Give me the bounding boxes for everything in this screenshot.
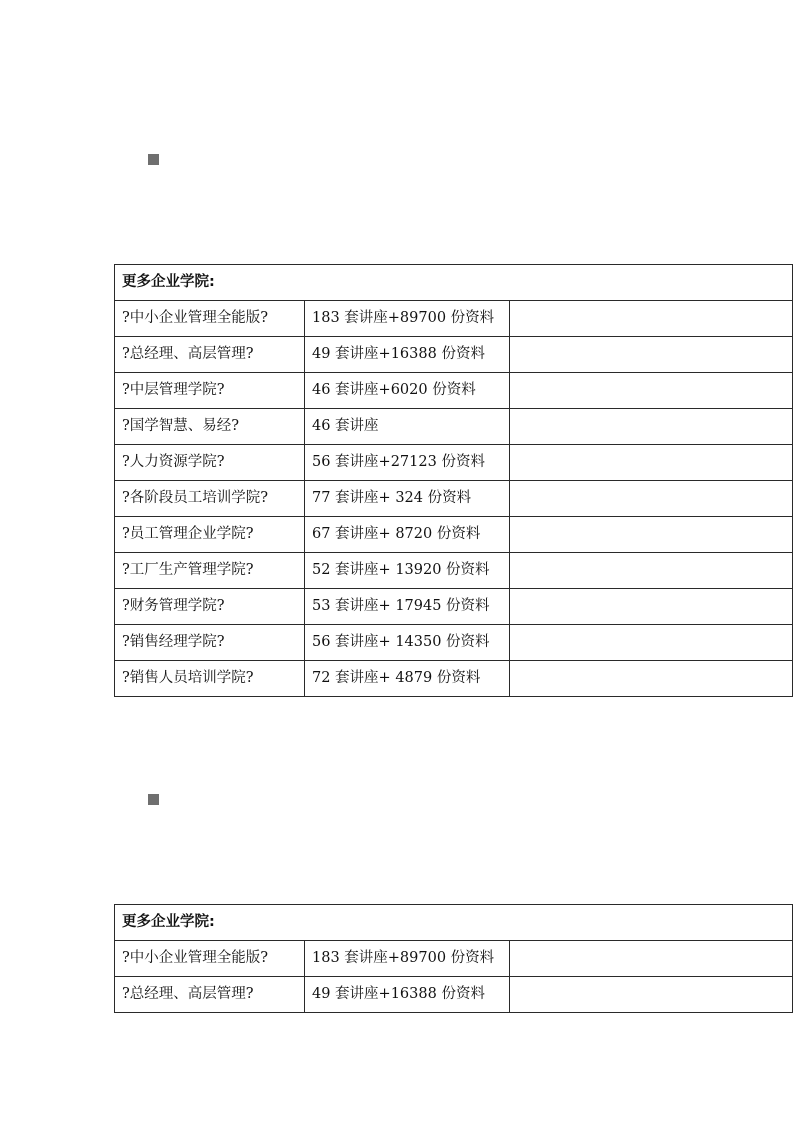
table-row (115, 373, 793, 409)
square-bullet-icon (148, 794, 159, 805)
academy-name-cell: ?工厂生产管理学院? (115, 553, 305, 589)
academy-detail-cell: 72 套讲座+ 4879 份资料 (305, 661, 510, 697)
academy-extra-cell (510, 589, 793, 625)
academy-detail-cell: 52 套讲座+ 13920 份资料 (305, 553, 510, 589)
academy-detail-cell: 49 套讲座+16388 份资料 (305, 337, 510, 373)
table-row (115, 337, 793, 373)
table-row (115, 589, 793, 625)
academy-name-cell: ?员工管理企业学院? (115, 517, 305, 553)
academy-table (114, 264, 793, 697)
academy-extra-cell (510, 661, 793, 697)
academy-name-cell: ?各阶段员工培训学院? (115, 481, 305, 517)
academy-name-cell: ?销售经理学院? (115, 625, 305, 661)
academy-name-cell: ?中层管理学院? (115, 373, 305, 409)
table-row (115, 977, 793, 1013)
academy-extra-cell (510, 409, 793, 445)
academy-extra-cell (510, 337, 793, 373)
table-header: 更多企业学院: (115, 265, 793, 301)
table-row (115, 409, 793, 445)
academy-extra-cell (510, 553, 793, 589)
academy-extra-cell (510, 301, 793, 337)
academy-name-cell: ?国学智慧、易经? (115, 409, 305, 445)
table-row (115, 517, 793, 553)
academy-name-cell: ?中小企业管理全能版? (115, 941, 305, 977)
table-row (115, 661, 793, 697)
academy-name-cell: ?总经理、高层管理? (115, 977, 305, 1013)
academy-name-cell: ?财务管理学院? (115, 589, 305, 625)
academy-extra-cell (510, 481, 793, 517)
academy-name-cell: ?中小企业管理全能版? (115, 301, 305, 337)
academy-extra-cell (510, 977, 793, 1013)
academy-detail-cell: 46 套讲座+6020 份资料 (305, 373, 510, 409)
academy-detail-cell: 49 套讲座+16388 份资料 (305, 977, 510, 1013)
table-row (115, 481, 793, 517)
academy-detail-cell: 77 套讲座+ 324 份资料 (305, 481, 510, 517)
table-row (115, 553, 793, 589)
table-row (115, 445, 793, 481)
academy-extra-cell (510, 373, 793, 409)
academy-extra-cell (510, 625, 793, 661)
table-header-row (115, 265, 793, 301)
table-row (115, 941, 793, 977)
academy-name-cell: ?总经理、高层管理? (115, 337, 305, 373)
academy-detail-cell: 183 套讲座+89700 份资料 (305, 301, 510, 337)
academy-detail-cell: 56 套讲座+27123 份资料 (305, 445, 510, 481)
table-header: 更多企业学院: (115, 905, 793, 941)
table-row (115, 301, 793, 337)
academy-extra-cell (510, 941, 793, 977)
academy-name-cell: ?销售人员培训学院? (115, 661, 305, 697)
academy-detail-cell: 67 套讲座+ 8720 份资料 (305, 517, 510, 553)
square-bullet-icon (148, 154, 159, 165)
table-row (115, 625, 793, 661)
academy-detail-cell: 56 套讲座+ 14350 份资料 (305, 625, 510, 661)
academy-detail-cell: 53 套讲座+ 17945 份资料 (305, 589, 510, 625)
academy-name-cell: ?人力资源学院? (115, 445, 305, 481)
academy-extra-cell (510, 517, 793, 553)
table-header-row (115, 905, 793, 941)
academy-extra-cell (510, 445, 793, 481)
academy-detail-cell: 183 套讲座+89700 份资料 (305, 941, 510, 977)
academy-table (114, 904, 793, 1013)
academy-detail-cell: 46 套讲座 (305, 409, 510, 445)
